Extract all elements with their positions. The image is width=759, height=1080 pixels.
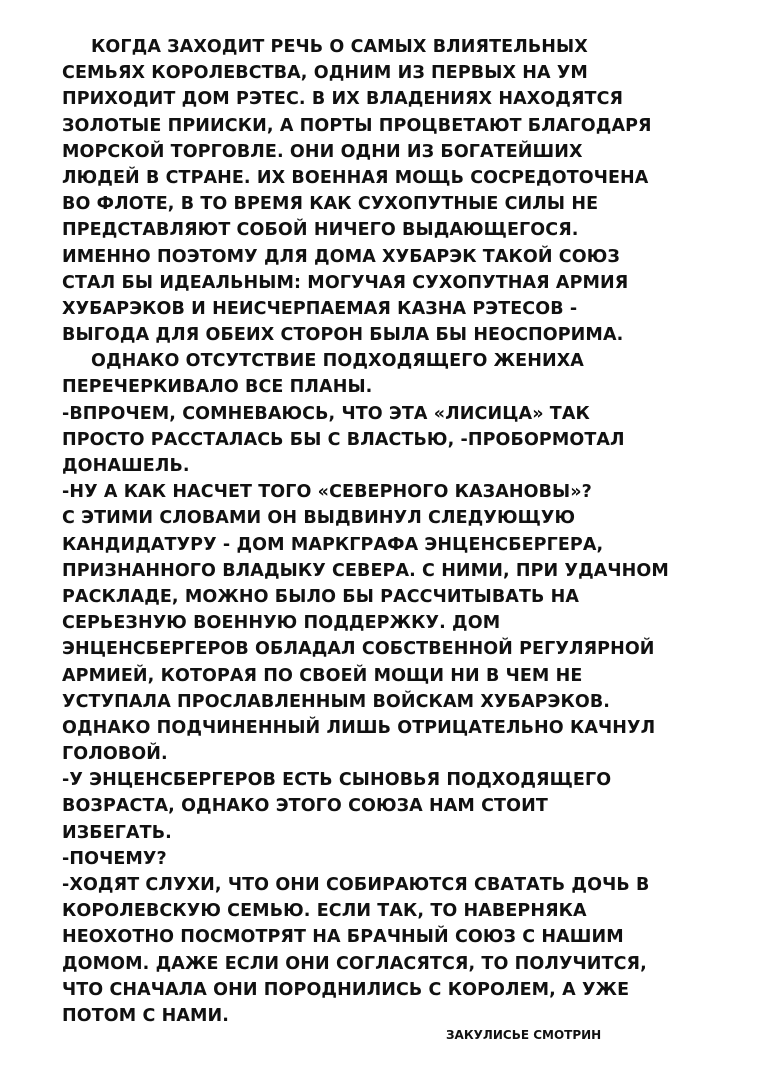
text-line: РАСКЛАДЕ, МОЖНО БЫЛО БЫ РАССЧИТЫВАТЬ НА	[62, 586, 579, 607]
text-line: СЕМЬЯХ КОРОЛЕВСТВА, ОДНИМ ИЗ ПЕРВЫХ НА УМ	[62, 63, 588, 84]
text-line: -НУ А КАК НАСЧЕТ ТОГО «СЕВЕРНОГО КАЗАНОВЫ»?	[62, 482, 592, 503]
text-line: ВО ФЛОТЕ, В ТО ВРЕМЯ КАК СУХОПУТНЫЕ СИЛЫ НЕ	[62, 194, 599, 215]
text-line: ОДНАКО ПОДЧИНЕННЫЙ ЛИШЬ ОТРИЦАТЕЛЬНО КАЧНУЛ	[62, 717, 656, 738]
text-line: ИМЕННО ПОЭТОМУ ДЛЯ ДОМА ХУБАРЭК ТАКОЙ СОЮЗ	[62, 246, 620, 267]
credit-label: ЗАКУЛИСЬЕ СМОТРИН	[446, 1028, 602, 1042]
text-line: ЗОЛОТЫЕ ПРИИСКИ, А ПОРТЫ ПРОЦВЕТАЮТ БЛАГОДАРЯ	[62, 115, 652, 136]
text-line: НЕОХОТНО ПОСМОТРЯТ НА БРАЧНЫЙ СОЮЗ С НАШИМ	[62, 927, 624, 948]
text-line: ПРИХОДИТ ДОМ РЭТЕС. В ИХ ВЛАДЕНИЯХ НАХОДЯТСЯ	[62, 89, 624, 110]
text-line: ДОНАШЕЛЬ.	[62, 456, 190, 476]
text-line: ЧТО СНАЧАЛА ОНИ ПОРОДНИЛИСЬ С КОРОЛЕМ, А УЖЕ	[62, 979, 630, 1000]
text-line: КАНДИДАТУРУ - ДОМ МАРКГРАФА ЭНЦЕНСБЕРГЕРА,	[62, 534, 604, 555]
text-line: ХУБАРЭКОВ И НЕИСЧЕРПАЕМАЯ КАЗНА РЭТЕСОВ -	[62, 298, 578, 319]
text-line: КОГДА ЗАХОДИТ РЕЧЬ О САМЫХ ВЛИЯТЕЛЬНЫХ	[91, 37, 588, 57]
text-line: СЕРЬЕЗНУЮ ВОЕННУЮ ПОДДЕРЖКУ. ДОМ	[62, 613, 501, 634]
text-line: УСТУПАЛА ПРОСЛАВЛЕННЫМ ВОЙСКАМ ХУБАРЭКОВ.	[62, 691, 611, 712]
text-line: ПРОСТО РАССТАЛАСЬ БЫ С ВЛАСТЬЮ, -ПРОБОРМОТАЛ	[62, 429, 625, 450]
text-line: -ВПРОЧЕМ, СОМНЕВАЮСЬ, ЧТО ЭТА «ЛИСИЦА» ТАК	[62, 403, 590, 424]
text-line: МОРСКОЙ ТОРГОВЛЕ. ОНИ ОДНИ ИЗ БОГАТЕЙШИХ	[62, 141, 583, 162]
text-line: ИЗБЕГАТЬ.	[62, 822, 172, 843]
text-line: ОДНАКО ОТСУТСТВИЕ ПОДХОДЯЩЕГО ЖЕНИХА	[91, 351, 584, 372]
body-text	[62, 34, 752, 1029]
text-line: ЭНЦЕНСБЕРГЕРОВ ОБЛАДАЛ СОБСТВЕННОЙ РЕГУЛЯРНОЙ	[62, 639, 655, 660]
text-line: ПРЕДСТАВЛЯЮТ СОБОЙ НИЧЕГО ВЫДАЮЩЕГОСЯ.	[62, 220, 579, 241]
text-line: -ХОДЯТ СЛУХИ, ЧТО ОНИ СОБИРАЮТСЯ СВАТАТЬ ДОЧЬ В	[62, 875, 650, 895]
text-line: ВОЗРАСТА, ОДНАКО ЭТОГО СОЮЗА НАМ СТОИТ	[62, 796, 548, 817]
text-line: ПЕРЕЧЕРКИВАЛО ВСЕ ПЛАНЫ.	[62, 377, 373, 398]
text-line: ПОТОМ С НАМИ.	[62, 1005, 229, 1026]
text-line: ВЫГОДА ДЛЯ ОБЕИХ СТОРОН БЫЛА БЫ НЕОСПОРИМА.	[62, 325, 624, 346]
text-line: ДОМОМ. ДАЖЕ ЕСЛИ ОНИ СОГЛАСЯТСЯ, ТО ПОЛУЧИТСЯ,	[62, 953, 647, 974]
text-line: ЛЮДЕЙ В СТРАНЕ. ИХ ВОЕННАЯ МОЩЬ СОСРЕДОТОЧЕНА	[62, 167, 649, 188]
text-line: АРМИЕЙ, КОТОРАЯ ПО СВОЕЙ МОЩИ НИ В ЧЕМ НЕ	[62, 665, 583, 686]
text-line: КОРОЛЕВСКУЮ СЕМЬЮ. ЕСЛИ ТАК, ТО НАВЕРНЯКА	[62, 901, 587, 922]
text-line: ПРИЗНАННОГО ВЛАДЫКУ СЕВЕРА. С НИМИ, ПРИ УДАЧНОМ	[62, 560, 669, 581]
text-line: ГОЛОВОЙ.	[62, 744, 168, 765]
text-line: -ПОЧЕМУ?	[62, 848, 167, 869]
text-line: -У ЭНЦЕНСБЕРГЕРОВ ЕСТЬ СЫНОВЬЯ ПОДХОДЯЩЕГО	[62, 770, 612, 791]
text-line: СТАЛ БЫ ИДЕАЛЬНЫМ: МОГУЧАЯ СУХОПУТНАЯ АРМИЯ	[62, 272, 629, 293]
text-line: С ЭТИМИ СЛОВАМИ ОН ВЫДВИНУЛ СЛЕДУЮЩУЮ	[62, 508, 576, 529]
